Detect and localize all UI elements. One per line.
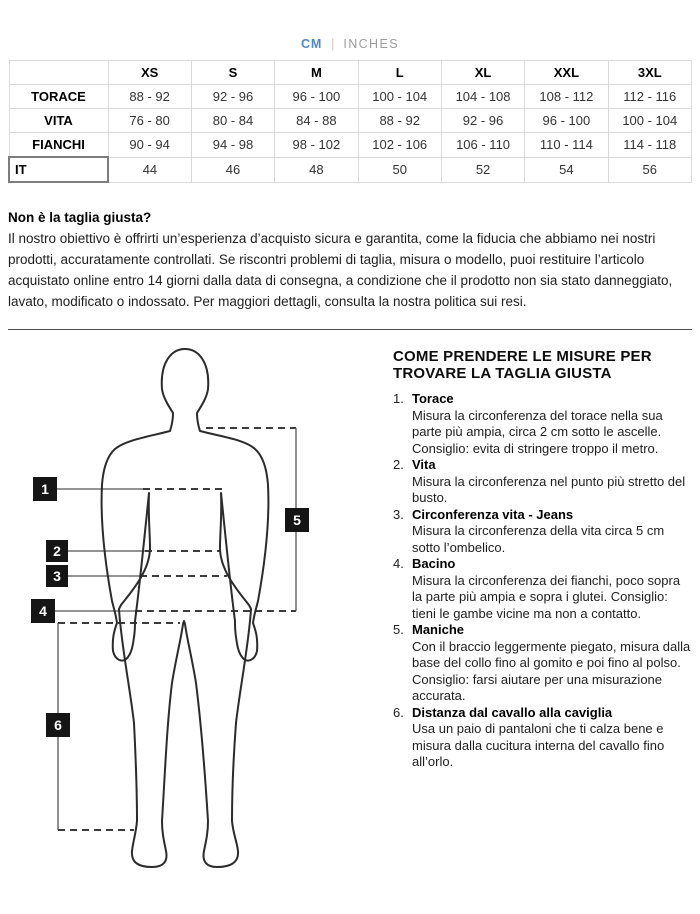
measure-item-title: Bacino — [412, 556, 456, 571]
size-value-cell: 84 - 88 — [275, 109, 358, 133]
size-column-header-s: S — [191, 61, 274, 85]
measure-item-title: Vita — [412, 457, 436, 472]
return-policy-body: Il nostro obiettivo è offrirti un’esperienza d’acquisto sicura e garantita, come la fiducia che abbiamo nei nostri prodotti, accuratamente controllati. Se riscontri problemi di taglia, misura o modello, puoi restituire l’articolo acquistato online entro 14 giorni dalla data di consegna, a condizione che il prodotto non sia stato danneggiato, lavato, modificato o indossato. Per maggiori dettagli, consulta la nostra politica sui resi. — [8, 231, 673, 309]
body-measurement-diagram — [8, 343, 380, 909]
diagram-marker-4: 4 — [31, 599, 55, 623]
size-value-cell: 80 - 84 — [191, 109, 274, 133]
measure-item — [393, 391, 692, 457]
size-value-cell: 102 - 106 — [358, 133, 441, 158]
measure-item-description: Usa un paio di pantaloni che ti calza bene e misura dalla cucitura interna del cavallo fino all’orlo. — [412, 721, 665, 769]
measure-item — [393, 507, 692, 557]
measure-item-number: 4. — [393, 556, 404, 571]
size-value-cell: 114 - 118 — [608, 133, 691, 158]
row-label-it: IT — [9, 157, 108, 182]
body-outline-figure — [8, 343, 380, 909]
diagram-marker-5: 5 — [285, 508, 309, 532]
size-table-corner — [9, 61, 108, 85]
size-value-cell: 96 - 100 — [275, 85, 358, 109]
diagram-marker-2: 2 — [46, 540, 68, 562]
size-table-body — [9, 85, 692, 183]
size-table-header-row — [9, 61, 692, 85]
diagram-marker-1: 1 — [33, 477, 57, 501]
measure-item-title: Torace — [412, 391, 454, 406]
size-column-header-3xl: 3XL — [608, 61, 691, 85]
measure-item-number: 1. — [393, 391, 404, 406]
measure-heading-line2: TROVARE LA TAGLIA GIUSTA — [393, 365, 612, 382]
return-policy-heading: Non è la taglia giusta? — [8, 210, 152, 225]
measure-item — [393, 705, 692, 771]
size-value-cell: 110 - 114 — [525, 133, 608, 158]
diagram-marker-6: 6 — [46, 713, 70, 737]
measure-instructions — [380, 343, 692, 909]
measure-item-number: 6. — [393, 704, 404, 720]
size-column-header-l: L — [358, 61, 441, 85]
measure-item-number: 5. — [393, 622, 404, 637]
size-value-cell: 104 - 108 — [441, 85, 524, 109]
size-value-cell: 56 — [608, 157, 691, 182]
size-value-cell: 112 - 116 — [608, 85, 691, 109]
size-value-cell: 88 - 92 — [358, 109, 441, 133]
size-value-cell: 94 - 98 — [191, 133, 274, 158]
measure-item — [393, 457, 692, 507]
measure-item-title: Circonferenza vita - Jeans — [412, 506, 574, 522]
measure-item-description: Misura la circonferenza dei fianchi, poco sopra la parte più ampia e sopra i glutei. Consiglio: tieni le gambe vicine ma non a contatto. — [412, 572, 681, 621]
size-value-cell: 98 - 102 — [275, 133, 358, 158]
size-column-header-xs: XS — [108, 61, 191, 85]
size-value-cell: 92 - 96 — [191, 85, 274, 109]
size-value-cell: 100 - 104 — [358, 85, 441, 109]
size-value-cell: 106 - 110 — [441, 133, 524, 158]
size-value-cell: 44 — [108, 157, 191, 182]
unit-cm-button[interactable]: CM — [301, 37, 323, 51]
size-value-cell: 52 — [441, 157, 524, 182]
measure-item-description: Misura la circonferenza nel punto più stretto del busto. — [412, 473, 686, 505]
unit-toggle-separator: | — [331, 37, 335, 51]
size-value-cell: 46 — [191, 157, 274, 182]
size-value-cell: 54 — [525, 157, 608, 182]
size-value-cell: 88 - 92 — [108, 85, 191, 109]
measure-item-description: Misura la circonferenza della vita circa 5 cm sotto l’ombelico. — [412, 523, 665, 555]
row-label-fianchi: FIANCHI — [9, 133, 108, 158]
measure-item — [393, 622, 692, 705]
size-table-row-torace — [9, 85, 692, 109]
size-value-cell: 50 — [358, 157, 441, 182]
size-value-cell: 96 - 100 — [525, 109, 608, 133]
measure-item-number: 2. — [393, 457, 404, 472]
size-value-cell: 90 - 94 — [108, 133, 191, 158]
measure-heading — [393, 348, 692, 382]
measure-list — [393, 391, 692, 771]
size-column-header-m: M — [275, 61, 358, 85]
size-value-cell: 100 - 104 — [608, 109, 691, 133]
measure-item-title: Maniche — [412, 622, 465, 637]
size-value-cell: 92 - 96 — [441, 109, 524, 133]
row-label-torace: TORACE — [9, 85, 108, 109]
measure-item-number: 3. — [393, 506, 404, 522]
size-column-header-xl: XL — [441, 61, 524, 85]
size-table-row-it — [9, 157, 692, 182]
row-label-vita: VITA — [9, 109, 108, 133]
measure-item — [393, 556, 692, 622]
size-table-row-vita — [9, 109, 692, 133]
size-table-row-fianchi — [9, 133, 692, 158]
size-table-head — [9, 61, 692, 85]
size-column-header-xxl: XXL — [525, 61, 608, 85]
measure-item-description: Misura la circonferenza del torace nella sua parte più ampia, circa 2 cm sotto le ascelle. Consiglio: evita di stringere troppo il metro. — [412, 407, 663, 456]
measure-item-description: Con il braccio leggermente piegato, misura dalla base del collo fino al gomito e poi fino al polso. Consiglio: farsi aiutare per una misurazione accurata. — [412, 638, 691, 703]
unit-toggle — [8, 0, 692, 51]
size-table — [8, 60, 692, 183]
unit-inches-button[interactable]: INCHES — [343, 37, 399, 51]
measure-item-title: Distanza dal cavallo alla caviglia — [412, 704, 613, 720]
return-policy-section — [8, 210, 692, 312]
measure-section — [8, 343, 692, 909]
size-value-cell: 76 - 80 — [108, 109, 191, 133]
section-divider — [8, 329, 692, 330]
size-value-cell: 108 - 112 — [525, 85, 608, 109]
size-value-cell: 48 — [275, 157, 358, 182]
measure-heading-line1: COME PRENDERE LE MISURE PER — [393, 348, 652, 365]
diagram-marker-3: 3 — [46, 565, 68, 587]
